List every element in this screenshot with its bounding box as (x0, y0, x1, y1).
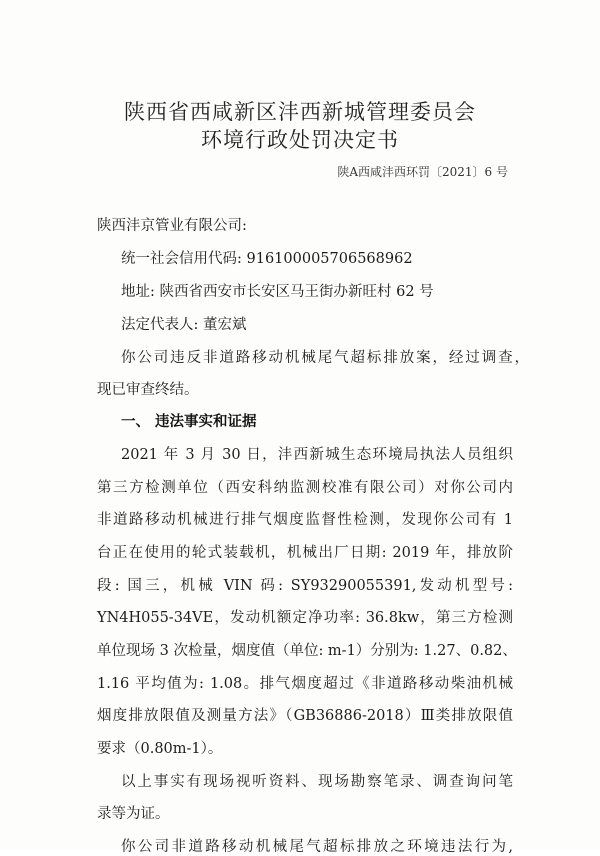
section-1-line: 要求（0.80m-1）。 (97, 741, 223, 757)
section-1-line: 第三方检测单位（西安科纳监测校准有限公司）对你公司内 (97, 480, 513, 496)
recipient-company: 陕西沣京管业有限公司: (97, 218, 247, 234)
recipient-legal-representative: 法定代表人: 董宏斌 (121, 317, 247, 333)
section-1-line: 段: 国三，机械 VIN 码: SY93290055391,发动机型号: (97, 578, 513, 594)
intro-line-2: 现已审查终结。 (97, 382, 199, 398)
section-1-line: 单位现场 3 次检量，烟度值（单位: m-1）分别为: 1.27、0.82、 (97, 643, 517, 659)
document-title-line2: 环境行政处罚决定书 (201, 128, 399, 152)
section-1-line: 烟度排放限值及测量方法》（GB36886-2018）Ⅲ类排放限值 (97, 708, 513, 724)
closing-line-1: 你公司非道路移动机械尾气超标排放之环境违法行为, (121, 839, 513, 855)
section-1-heading: 一、 违法事实和证据 (121, 414, 257, 430)
section-1-line: 台正在使用的轮式装载机，机械出厂日期: 2019 年，排放阶 (97, 545, 513, 561)
recipient-address: 地址: 陕西省西安市长安区马王街办新旺村 62 号 (121, 284, 434, 300)
document-title-line1: 陕西省西咸新区沣西新城管理委员会 (124, 100, 476, 124)
document-number: 陕A西咸沣西环罚〔2021〕6 号 (337, 165, 508, 179)
section-1-line: 非道路移动机械进行排气烟度监督性检测，发现你公司有 1 (97, 512, 513, 528)
recipient-credit-code: 统一社会信用代码: 91610000570656896​2 (121, 251, 413, 267)
section-1-line: 1.16 平均值为: 1.08。排气烟度超过《非道路移动柴油机械 (97, 676, 513, 692)
evidence-line-1: 以上事实有现场视听资料、现场勘察笔录、调查询问笔 (121, 774, 513, 790)
section-1-line: 2021 年 3 月 30 日，沣西新城生态环境局执法人员组织 (121, 447, 513, 463)
section-1-line: YN4H055-34VE，发动机额定净功率: 36.8kw，第三方检测 (97, 610, 513, 626)
intro-line-1: 你公司违反非道路移动机械尾气超标排放案，经过调查， (121, 350, 529, 366)
evidence-line-2: 录等为证。 (97, 806, 170, 822)
